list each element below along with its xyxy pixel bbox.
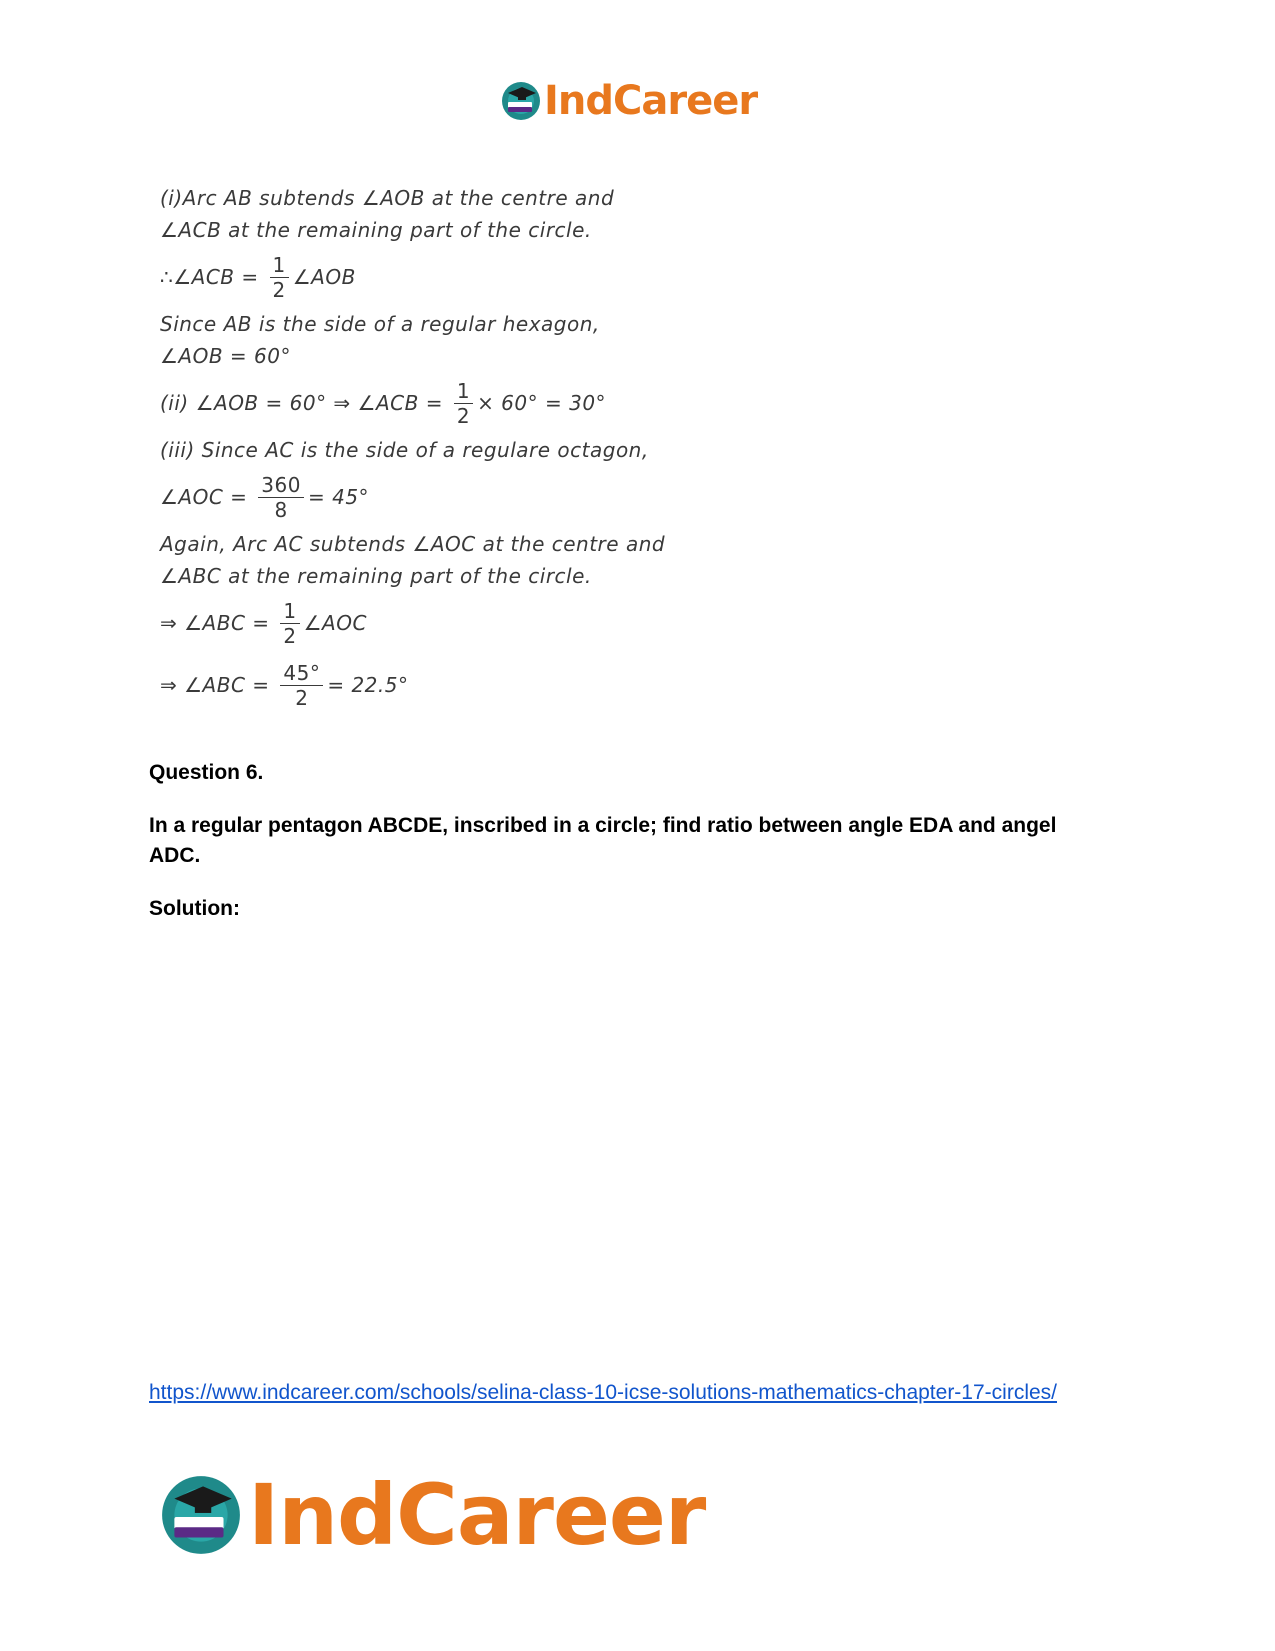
question-text: In a regular pentagon ABCDE, inscribed in a circle; find ratio between angle EDA and angel ADC. [149,814,1057,867]
fraction: $\frac{1}{2}$ [454,379,473,428]
graduation-book-icon [158,1472,244,1558]
math-line: (i)Arc AB subtends ∠AOB at the centre and [160,186,615,210]
question-title: Question 6. [149,761,264,784]
source-link[interactable]: https://www.indcareer.com/schools/selina-class-10-icse-solutions-mathematics-chapter-17-circles/ [149,1381,1057,1404]
fraction: $\frac{45^\circ}{2}$ [280,661,323,710]
solution-label: Solution: [149,897,240,920]
math-line: ⇒ ∠ABC = $\frac{45^\circ}{2}$ = 22.5° [160,660,409,710]
math-line: ∴∠ACB = $\frac{1}{2}$ ∠AOB [160,252,356,302]
graduation-book-icon [500,80,542,122]
math-line: ∠ABC at the remaining part of the circle. [160,564,592,588]
math-line: Again, Arc AC subtends ∠AOC at the centre and [160,532,666,556]
footer-logo [158,1466,705,1564]
math-line: ⇒ ∠ABC = $\frac{1}{2}$ ∠AOC [160,598,367,648]
math-line: Since AB is the side of a regular hexagon, [160,312,600,336]
fraction: $\frac{1}{2}$ [270,253,289,302]
fraction: $\frac{1}{2}$ [280,599,299,648]
math-line: ∠AOB = 60° [160,344,291,368]
logo-wordmark: IndCareer [248,1466,706,1564]
logo-wordmark: IndCareer [544,78,758,124]
math-line: (iii) Since AC is the side of a regulare octagon, [160,438,649,462]
math-line: (ii) ∠AOB = 60° ⇒ ∠ACB = $\frac{1}{2}$ × 60° = 30° [160,378,607,428]
header-logo [500,78,757,124]
fraction: $\frac{360}{8}$ [258,473,304,522]
math-line: ∠AOC = $\frac{360}{8}$ = 45° [160,472,370,522]
solution-math-image [160,182,720,716]
math-line: ∠ACB at the remaining part of the circle. [160,218,592,242]
